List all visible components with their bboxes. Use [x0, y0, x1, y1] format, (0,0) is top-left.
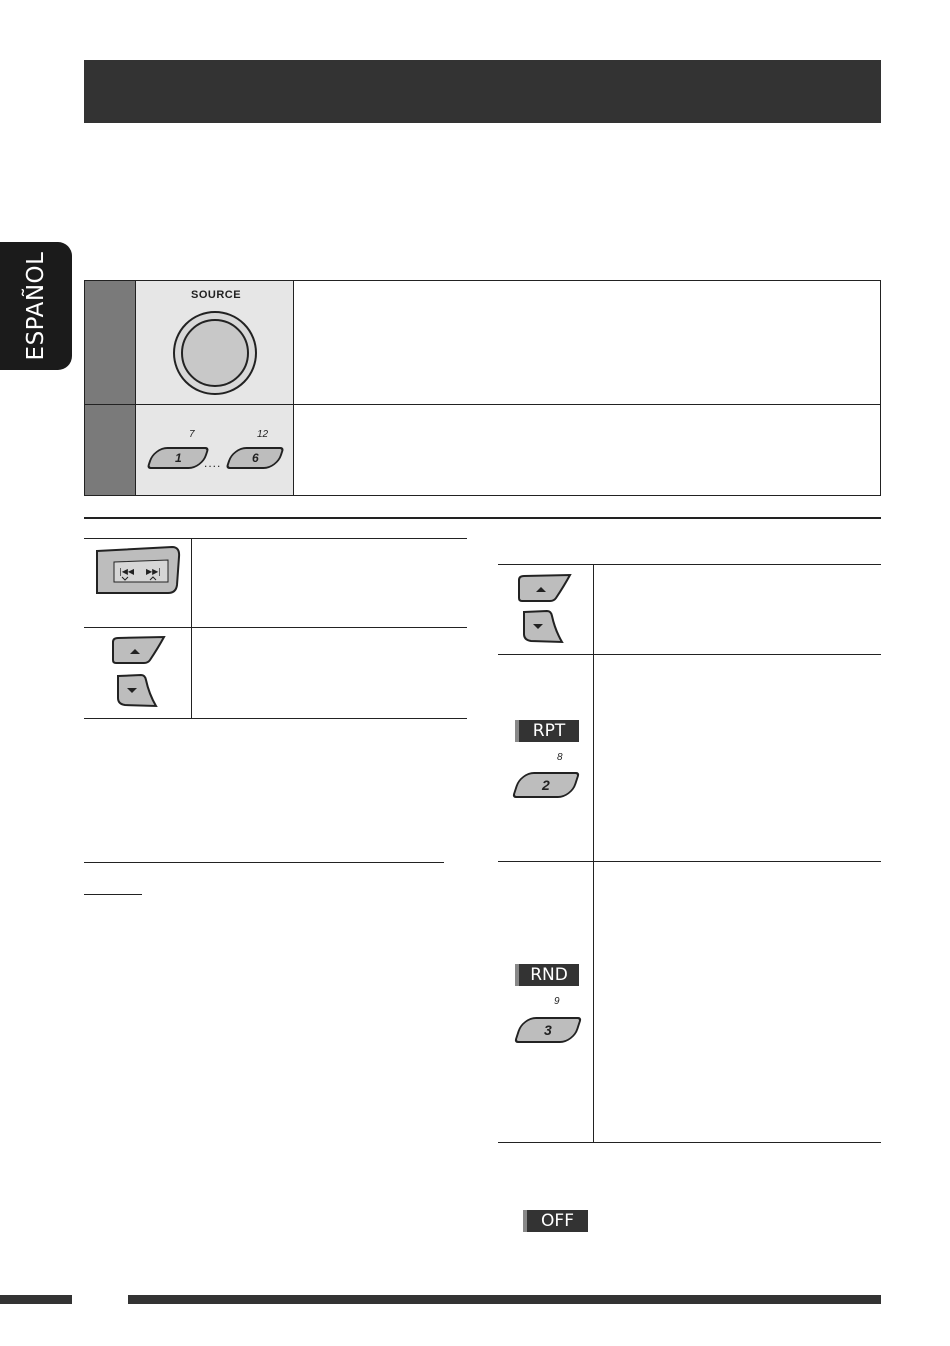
section-divider [84, 517, 881, 519]
right-table-bottom-line [498, 1142, 881, 1143]
language-tab [0, 242, 72, 370]
skip-back-forward-icon[interactable] [94, 545, 182, 597]
left-rule [84, 862, 444, 863]
left-short-rule [84, 894, 142, 895]
source-label: SOURCE [191, 289, 242, 301]
table-row-divider [85, 404, 880, 405]
right-table-row-line [498, 861, 881, 862]
right-table-top-line [498, 564, 881, 565]
svg-text:▶▶|: ▶▶| [146, 567, 161, 576]
preset-range-dots: .... [204, 456, 222, 470]
preset-key-3[interactable]: 3 [514, 1017, 582, 1043]
rpt-alt-number: 8 [557, 752, 563, 763]
up-arrow-icon[interactable] [110, 634, 168, 666]
preset-key-6[interactable]: 6 [225, 447, 284, 469]
off-indicator: OFF [523, 1210, 588, 1232]
source-knob[interactable] [173, 311, 257, 395]
footer-bar-right [128, 1295, 881, 1304]
up-arrow-icon[interactable] [516, 572, 574, 604]
svg-text:|◀◀: |◀◀ [119, 567, 134, 576]
right-table-divider [593, 564, 594, 1143]
rnd-indicator: RND [515, 964, 579, 986]
header-bar [84, 60, 881, 123]
rnd-alt-number: 9 [554, 996, 560, 1007]
down-arrow-icon[interactable] [115, 672, 159, 710]
down-arrow-icon[interactable] [521, 608, 565, 646]
left-table-bottom-line [84, 718, 467, 719]
footer-bar-left [0, 1295, 72, 1304]
left-table-top-line [84, 538, 467, 539]
source-knob-inner [181, 319, 249, 387]
preset-key-1[interactable]: 1 [146, 447, 209, 469]
preset-key-2[interactable]: 2 [512, 772, 580, 798]
table-grey-strip [85, 281, 135, 495]
left-table-divider [191, 538, 192, 719]
table-divider [293, 281, 294, 495]
language-label: ESPAÑOL [23, 251, 49, 361]
rpt-indicator: RPT [515, 720, 579, 742]
preset-alt-number: 7 [189, 429, 195, 440]
preset-alt-number: 12 [257, 429, 269, 440]
right-table-row-line [498, 654, 881, 655]
left-table-row-line [84, 627, 467, 628]
